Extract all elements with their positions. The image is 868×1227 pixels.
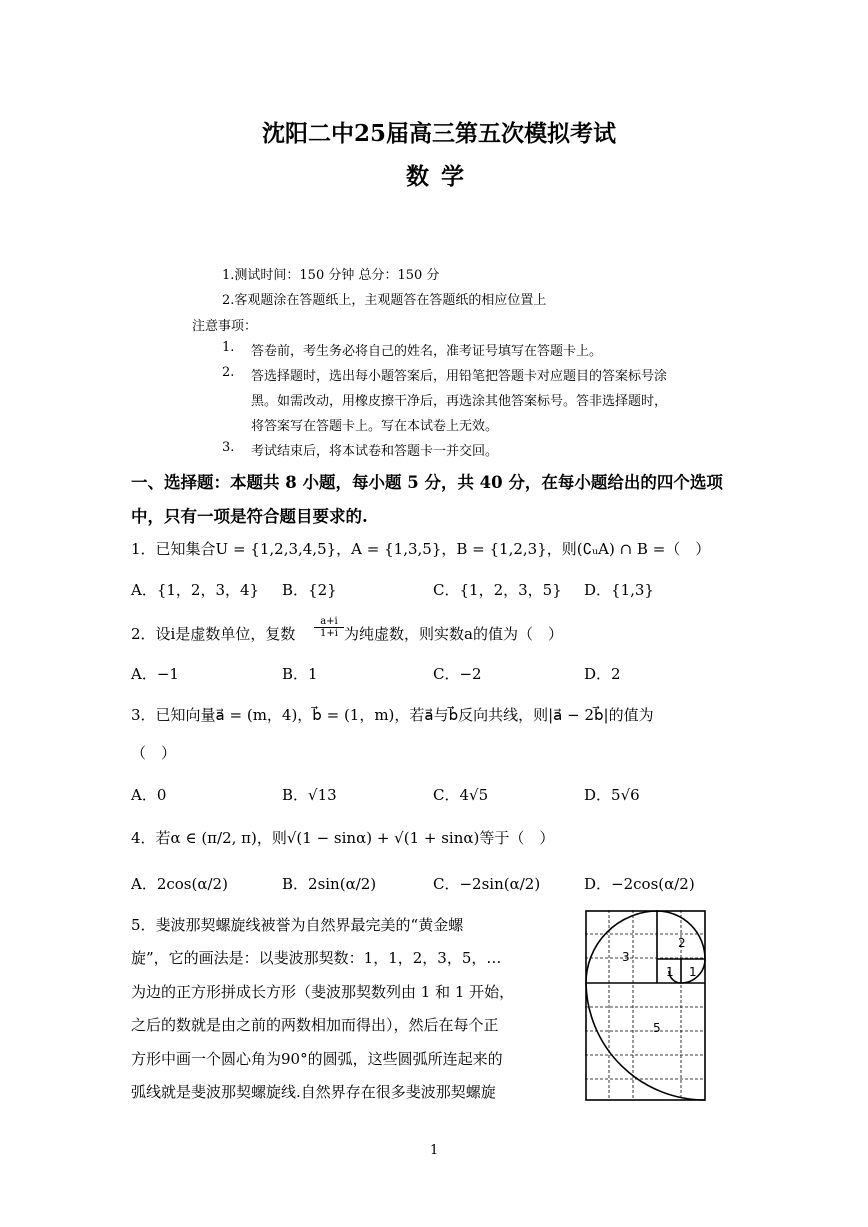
fibonacci-spiral-figure [585, 910, 710, 1102]
fraction-denominator: 1+i [314, 627, 344, 639]
question-2-option-b: B．1 [282, 665, 318, 683]
notice-item-1-num: 1. [222, 340, 235, 355]
question-4-stem: 4．若α ∈ (π/2, π)，则√(1 − sinα) + √(1 + sinα)等于（ ） [131, 829, 555, 847]
question-2-fraction [314, 616, 344, 639]
figure-squares [586, 911, 705, 1100]
figure-grid [585, 910, 705, 1100]
question-3-stem-cont: （ ） [131, 744, 177, 762]
notice-heading: 注意事项： [192, 319, 258, 334]
question-3-option-b: B．√13 [282, 786, 337, 804]
subject-title: 数学 [406, 163, 476, 190]
figure-label-1a: 1 [666, 965, 674, 979]
notice-item-1-text: 答卷前，考生务必将自己的姓名，准考证号填写在答题卡上。 [251, 344, 603, 359]
figure-label-2: 2 [678, 936, 686, 950]
question-3-option-a: A．0 [131, 786, 167, 804]
exam-title: 沈阳二中25届高三第五次模拟考试 [262, 120, 617, 147]
question-3-option-c: C．4√5 [433, 786, 489, 804]
spiral-curve [586, 911, 705, 1100]
question-1-stem: 1．已知集合U = {1,2,3,4,5}，A = {1,3,5}，B = {1,2,3}，则(∁ᵤA) ∩ B =（ ） [131, 540, 711, 558]
question-5-line-5: 方形中画一个圆心角为90°的圆弧，这些圆弧所连起来的 [131, 1050, 503, 1068]
question-4-option-d: D．−2cos(α/2) [584, 875, 695, 893]
question-5-line-1: 5．斐波那契螺旋线被誉为自然界最完美的“黄金螺 [131, 916, 464, 934]
page-number: 1 [430, 1143, 439, 1158]
notice-item-2-line-2: 黑。如需改动，用橡皮擦干净后，再选涂其他答案标号。答非选择题时， [251, 394, 668, 409]
figure-label-1b: 1 [689, 965, 697, 979]
fraction-numerator: a+i [320, 616, 338, 627]
section-heading-line-1: 一、选择题：本题共 8 小题，每小题 5 分，共 40 分，在每小题给出的四个选项 [131, 473, 723, 492]
question-1-option-a: A．{1，2，3，4} [131, 581, 260, 599]
question-3-option-d: D．5√6 [584, 786, 640, 804]
question-2-stem-end: 为纯虚数，则实数a的值为（ ） [344, 625, 563, 643]
question-2-option-d: D．2 [584, 665, 621, 683]
question-1-option-c: C．{1，2，3，5} [433, 581, 562, 599]
question-1-option-b: B．{2} [282, 581, 337, 599]
notice-item-2-line-3: 将答案写在答题卡上。写在本试卷上无效。 [251, 419, 499, 434]
question-2-option-a: A．−1 [131, 665, 179, 683]
notice-item-2-num: 2. [222, 365, 235, 380]
question-4-option-a: A．2cos(α/2) [131, 875, 228, 893]
question-2-stem-start: 2．设i是虚数单位，复数 [131, 625, 296, 643]
figure-label-5: 5 [653, 1021, 661, 1035]
question-4-option-c: C．−2sin(α/2) [433, 875, 541, 893]
info-line-1: 1.测试时间：150 分钟 总分：150 分 [222, 268, 440, 283]
question-3-stem: 3．已知向量a⃗ = (m，4)，b⃗ = (1，m)，若a⃗与b⃗反向共线，则|a⃗ − 2b⃗|的值为 [131, 706, 654, 724]
question-5-line-2: 旋”，它的画法是：以斐波那契数：1，1，2，3，5，… [131, 949, 502, 967]
question-5-line-6: 弧线就是斐波那契螺旋线.自然界存在很多斐波那契螺旋 [131, 1083, 496, 1101]
info-line-2: 2.客观题涂在答题纸上，主观题答在答题纸的相应位置上 [222, 293, 547, 308]
question-5-line-4: 之后的数就是由之前的两数相加而得出），然后在每个正 [131, 1016, 499, 1034]
notice-item-2-line-1: 答选择题时，选出每小题答案后，用铅笔把答题卡对应题目的答案标号涂 [251, 369, 668, 384]
question-1-option-d: D．{1,3} [584, 581, 654, 599]
question-2-option-c: C．−2 [433, 665, 482, 683]
question-5-line-3: 为边的正方形拼成长方形（斐波那契数列由 1 和 1 开始， [131, 983, 515, 1001]
figure-label-3: 3 [622, 950, 630, 964]
question-4-option-b: B．2sin(α/2) [282, 875, 377, 893]
notice-item-3-text: 考试结束后，将本试卷和答题卡一并交回。 [251, 444, 499, 459]
notice-item-3-num: 3. [222, 440, 235, 455]
section-heading-line-2: 中，只有一项是符合题目要求的. [131, 507, 368, 526]
